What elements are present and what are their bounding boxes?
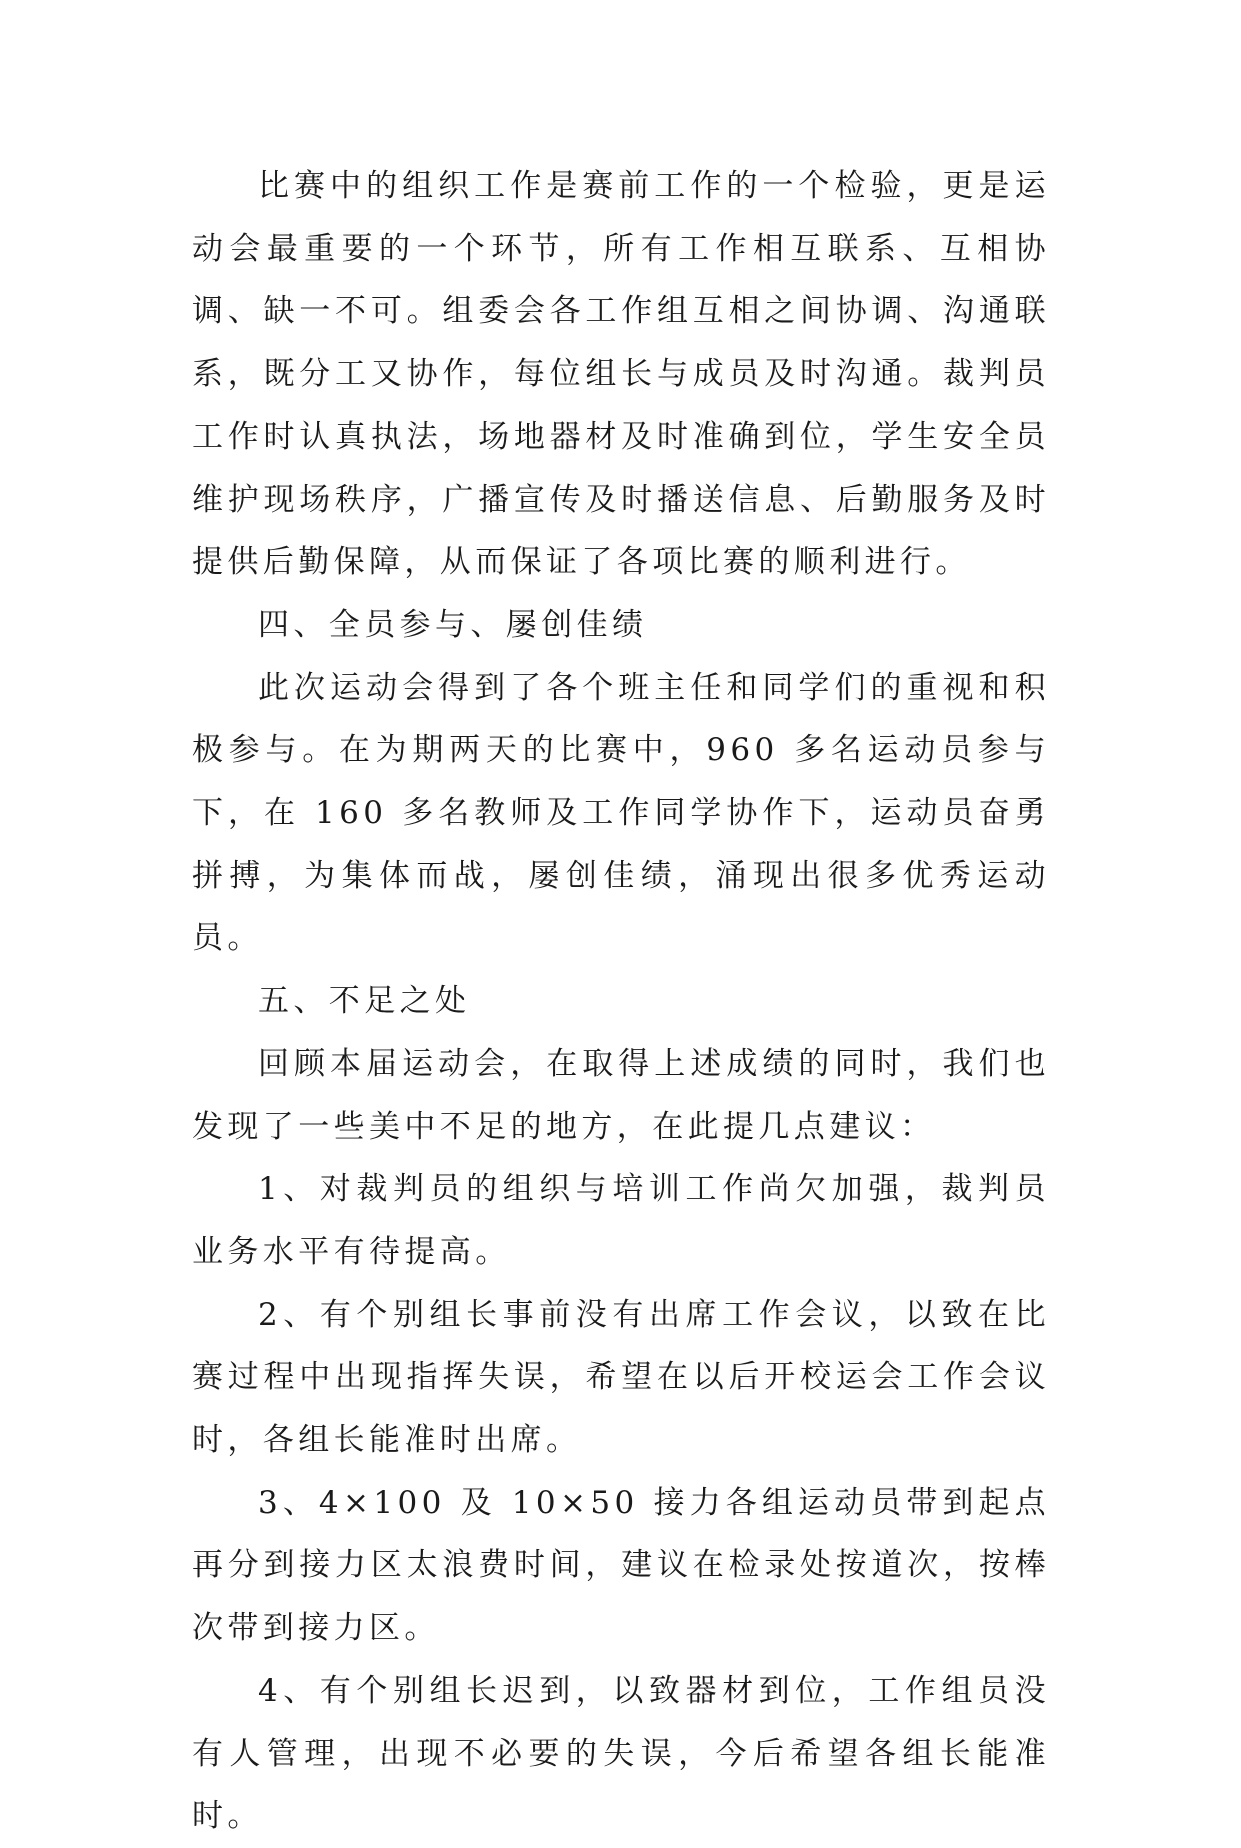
paragraph-organization: 比赛中的组织工作是赛前工作的一个检验，更是运动会最重要的一个环节，所有工作相互联系、互相协调、缺一不可。组委会各工作组互相之间协调、沟通联系，既分工又协作，每位组长与成员及时沟通。裁判员工作时认真执法，场地器材及时准确到位，学生安全员维护现场秩序，广播宣传及时播送信息、后勤服务及时提供后勤保障，从而保证了各项比赛的顺利进行。	[192, 168, 1050, 581]
paragraph-review: 回顾本届运动会，在取得上述成绩的同时，我们也发现了一些美中不足的地方，在此提几点建议：	[192, 1045, 1050, 1145]
section-heading-participation: 四、全员参与、屡创佳绩	[258, 606, 648, 643]
document-body	[192, 155, 1050, 1848]
paragraph-participation: 此次运动会得到了各个班主任和同学们的重视和积极参与。在为期两天的比赛中，960 多名运动员参与下，在 160 多名教师及工作同学协作下，运动员奋勇拼搏，为集体而战，屡创佳绩，涌现出很多优秀运动员。	[192, 669, 1050, 957]
section-heading-shortcomings: 五、不足之处	[258, 983, 471, 1020]
suggestion-item-2: 2、有个别组长事前没有出席工作会议，以致在比赛过程中出现指挥失误，希望在以后开校运会工作会议时，各组长能准时出席。	[192, 1296, 1050, 1459]
suggestion-item-3: 3、4×100 及 10×50 接力各组运动员带到起点再分到接力区太浪费时间，建议在检录处按道次，按棒次带到接力区。	[192, 1484, 1050, 1647]
suggestion-item-4: 4、有个别组长迟到，以致器材到位，工作组员没有人管理，出现不必要的失误，今后希望各组长能准时。	[192, 1672, 1050, 1835]
suggestion-item-1: 1、对裁判员的组织与培训工作尚欠加强，裁判员业务水平有待提高。	[192, 1171, 1050, 1270]
